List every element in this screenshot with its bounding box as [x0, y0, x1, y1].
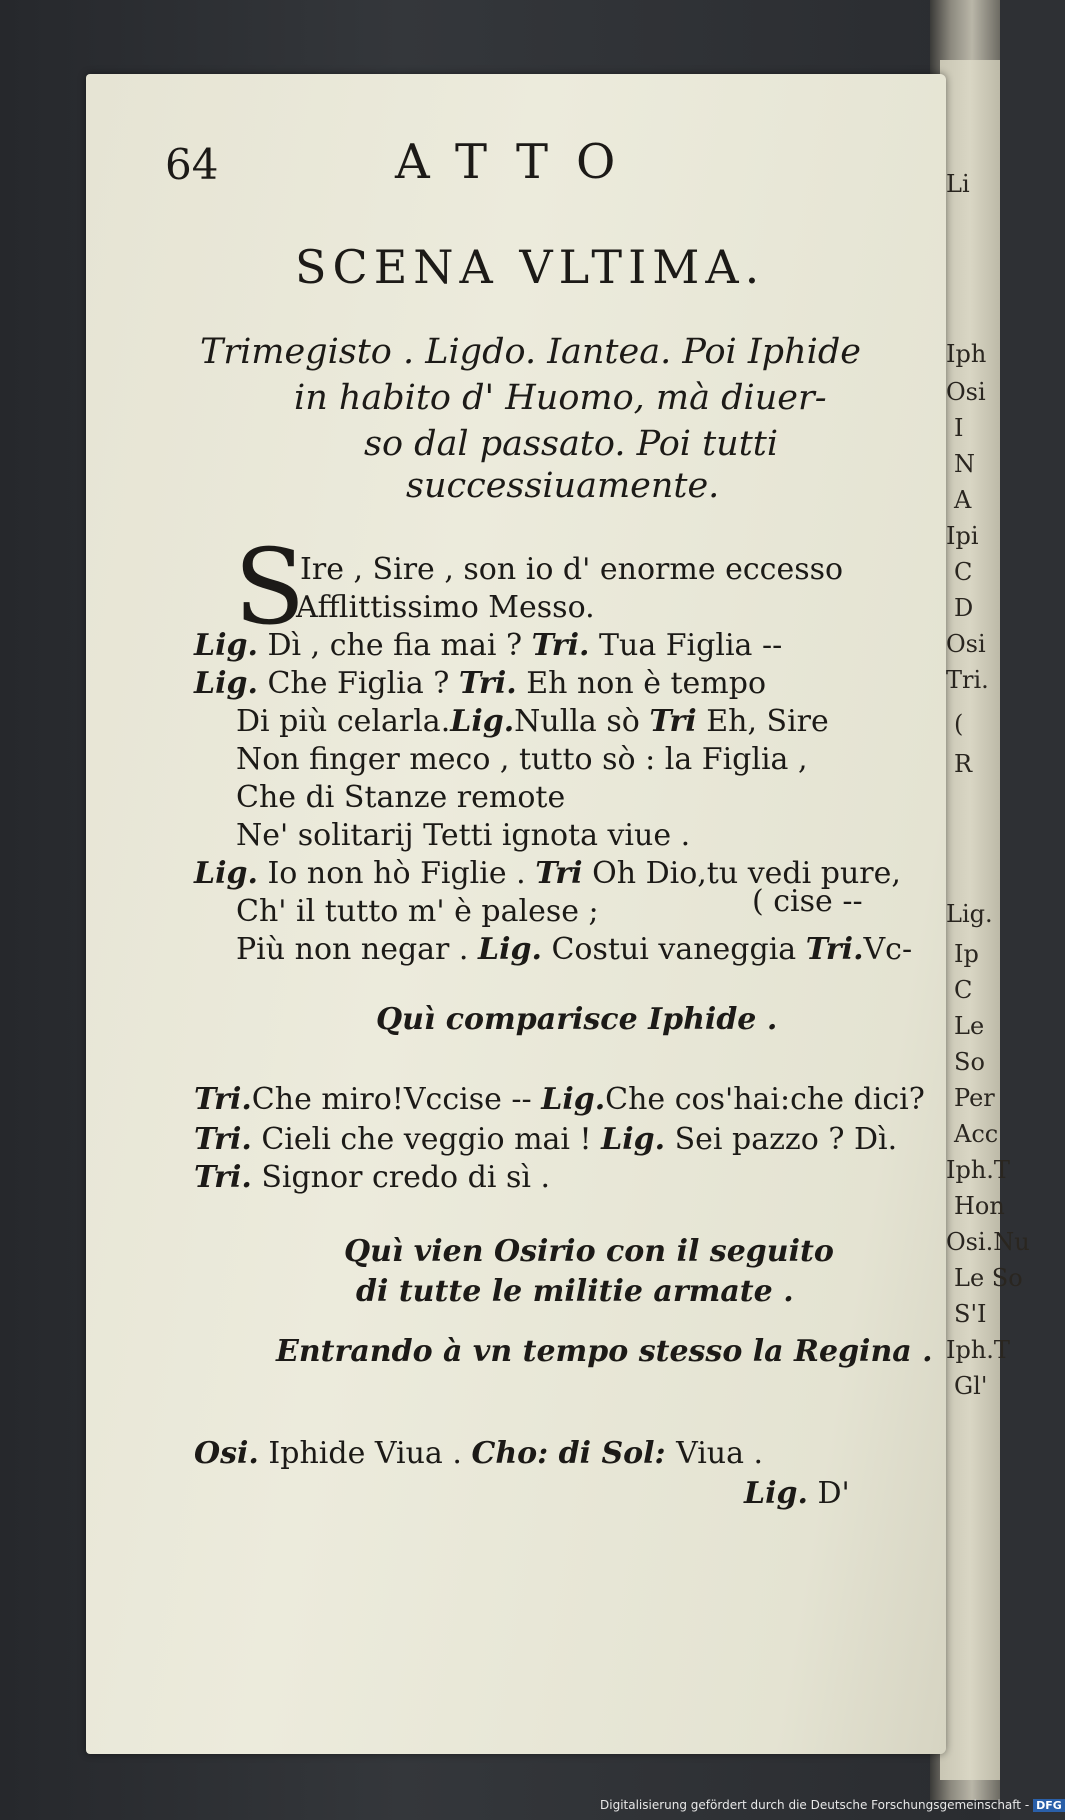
next-page-fragment: N: [954, 450, 975, 478]
cast-line: so dal passato. Poi tutti: [364, 424, 779, 464]
line-text: Cieli che veggio mai !: [251, 1122, 602, 1157]
next-page-fragment: Per: [954, 1084, 995, 1112]
next-page-fragment: Li: [946, 170, 970, 198]
next-page-fragment: Tri.: [946, 666, 989, 694]
next-page-fragment: Iph: [946, 340, 987, 368]
dialogue-line: [236, 704, 829, 739]
speaker-label: Cho: di Sol:: [471, 1436, 677, 1471]
dialogue-line: [236, 932, 912, 967]
speaker-label: Lig.: [194, 628, 258, 663]
next-page-fragment: Acc: [954, 1120, 999, 1148]
next-page-fragment: R: [954, 750, 973, 778]
speaker-label: Lig.: [450, 704, 515, 739]
stage-direction: Quì comparisce Iphide .: [376, 1002, 778, 1037]
dialogue-line: [236, 894, 599, 929]
speaker-label: Tri: [535, 856, 583, 891]
line-text: Iphide Viua .: [258, 1436, 472, 1471]
dialogue-line: [236, 780, 565, 815]
stage-direction: di tutte le militie armate .: [356, 1274, 794, 1309]
next-page-fragment: Osi.Nu: [946, 1228, 1030, 1256]
speaker-label: Lig.: [194, 666, 258, 701]
line-text: Afflittissimo Messo.: [296, 590, 595, 625]
line-text: Che cos'hai:che dici?: [605, 1082, 925, 1117]
speaker-label: Tri.: [531, 628, 590, 663]
line-text: Vc-: [863, 932, 913, 967]
next-page-fragment: Le: [954, 1012, 985, 1040]
speaker-label: Tri.: [194, 1082, 252, 1117]
line-text: D': [807, 1476, 850, 1511]
next-page-fragment: (: [954, 710, 964, 738]
dialogue-line: [744, 1476, 850, 1511]
line-text: Eh, Sire: [696, 704, 829, 739]
speaker-label: Tri.: [805, 932, 864, 967]
running-header: ATTO: [395, 134, 644, 190]
next-page-fragment: Iph.T: [946, 1156, 1010, 1184]
drop-cap: S: [234, 526, 306, 648]
next-page-fragment: C: [954, 558, 973, 586]
next-page-edge: [940, 60, 1030, 1780]
cast-line: successiuamente.: [406, 466, 720, 506]
dialogue-line: [194, 628, 782, 663]
line-text: Ire , Sire , son io d' enorme eccesso: [300, 552, 844, 587]
next-page-fragment: C: [954, 976, 973, 1004]
stage-direction: Quì vien Osirio con il seguito: [344, 1234, 834, 1269]
next-page-fragment: I: [954, 414, 964, 442]
speaker-label: Osi.: [194, 1436, 259, 1471]
line-text: Che di Stanze remote: [236, 780, 566, 815]
next-page-fragment: Osi: [946, 630, 986, 658]
dfg-logo: DFG: [1033, 1799, 1065, 1812]
dialogue-line: [236, 818, 690, 853]
dialogue-line: [194, 1122, 897, 1157]
wrap-fragment: ( cise --: [752, 884, 863, 919]
speaker-label: Lig.: [601, 1122, 666, 1157]
line-text: Di più celarla.: [236, 704, 451, 739]
speaker-label: Tri.: [194, 1122, 252, 1157]
dialogue-line: [194, 666, 766, 701]
speaker-label: Tri.: [194, 1160, 252, 1195]
dialogue-line: [194, 1160, 550, 1195]
speaker-label: Lig.: [478, 932, 542, 967]
line-text: Che miro!Vccise --: [251, 1082, 542, 1117]
line-text: Tua Figlia --: [589, 628, 783, 663]
next-page-fragment: Lig.: [946, 900, 993, 928]
cast-line: Trimegisto . Ligdo. Iantea. Poi Iphide: [200, 332, 861, 372]
dialogue-line: [194, 1436, 763, 1471]
page-number: 64: [165, 140, 219, 189]
line-text: Viua .: [676, 1436, 764, 1471]
next-page-fragment: So: [954, 1048, 985, 1076]
line-text: Signor credo di sì .: [251, 1160, 551, 1195]
digitization-credit: [600, 1798, 1065, 1812]
next-page-fragment: Gl': [954, 1372, 988, 1400]
next-page-fragment: A: [954, 486, 972, 514]
scene-title: SCENA VLTIMA.: [295, 240, 766, 294]
next-page-fragment: Iph.T: [946, 1336, 1010, 1364]
line-text: Non finger meco , tutto sò : la Figlia ,: [236, 742, 808, 777]
next-page-fragment: Ipi: [946, 522, 979, 550]
dialogue-line: [194, 1082, 925, 1117]
line-text: Più non negar .: [236, 932, 478, 967]
line-text: Ne' solitarij Tetti ignota viue .: [236, 818, 691, 853]
line-text: Ch' il tutto m' è palese ;: [236, 894, 599, 929]
line-text: Costui vaneggia: [541, 932, 806, 967]
line-text: Sei pazzo ? Dì.: [665, 1122, 898, 1157]
speaker-label: Tri: [649, 704, 697, 739]
speaker-label: Lig.: [541, 1082, 606, 1117]
next-page-fragment: Hon: [954, 1192, 1005, 1220]
next-page-fragment: D: [954, 594, 974, 622]
speaker-label: Tri.: [458, 666, 517, 701]
dialogue-line: [300, 552, 843, 587]
speaker-label: Lig.: [744, 1476, 808, 1511]
line-text: Eh non è tempo: [516, 666, 767, 701]
next-page-fragment: Osi: [946, 378, 986, 406]
line-text: Io non hò Figlie .: [257, 856, 536, 891]
line-text: Oh Dio,tu vedi pure,: [582, 856, 901, 891]
line-text: Dì , che fia mai ?: [257, 628, 532, 663]
line-text: Nulla sò: [514, 704, 650, 739]
credit-text: Digitalisierung gefördert durch die Deutsche Forschungsgemeinschaft -: [600, 1798, 1030, 1812]
next-page-fragment: Le So: [954, 1264, 1023, 1292]
next-page-fragment: Ip: [954, 940, 979, 968]
next-page-fragment: S'I: [954, 1300, 987, 1328]
dialogue-line: [296, 590, 595, 625]
cast-line: in habito d' Huomo, mà diuer-: [294, 378, 827, 418]
speaker-label: Lig.: [194, 856, 258, 891]
stage-direction: Entrando à vn tempo stesso la Regina .: [276, 1334, 933, 1369]
dialogue-line: [236, 742, 808, 777]
line-text: Che Figlia ?: [257, 666, 459, 701]
